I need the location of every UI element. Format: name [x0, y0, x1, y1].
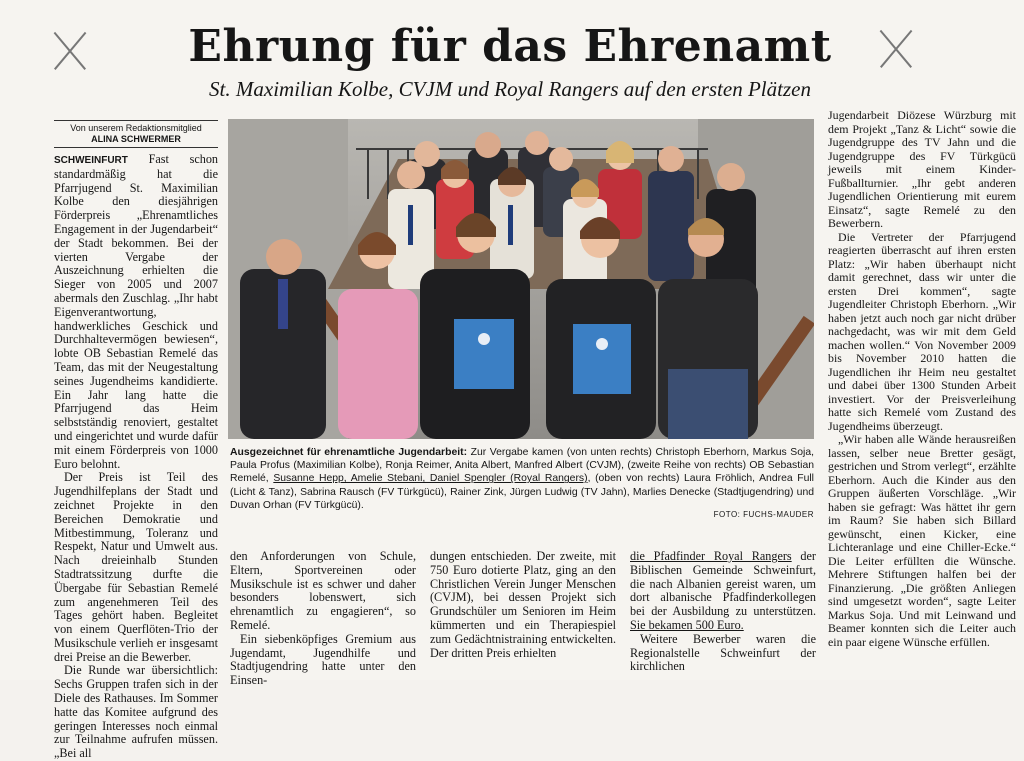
underlined-text: Sie bekamen 500 Euro.: [630, 617, 744, 632]
article-column-3: [430, 550, 616, 660]
caption-lead: Ausgezeichnet für ehrenamtliche Jugendarbeit:: [230, 447, 468, 458]
paragraph: Jugendarbeit Diözese Würzburg mit dem Projekt „Tanz & Licht“ sowie die Jugendgruppe des TV Jahn und die Jugendgruppe des FV Türkgücü jeweils mit einem Kinder-Fußballturnier. „Ihr gebt anderen Jugendlichen Orientierung mit eurem Einsatz“, sagte Remelé zu den Bewerbern.: [828, 108, 1016, 230]
pencil-cross-mark-right: [872, 26, 920, 74]
byline: [54, 120, 218, 148]
paragraph: Ein siebenköpfiges Gremium aus Jugendamt, Jugendhilfe und Stadtjugendring hatte unter den Einsen-: [230, 631, 416, 688]
paragraph: „Wir haben alle Wände herausreißen lassen, selber neue Bretter gesägt, gestrichen und Strom verlegt“, erzählte Eberhorn. Auch die Kinder aus den Gruppen äußerten Vorschläge. „Wir haben sie gefragt: Was hättet ihr gern im Raum? Sie haben sich Billard gewünscht, einen Kicker, eine Lichteranlage und eine Chiller-Ecke.“ Die Leiter erfüllten die Wünsche. Mehrere Stiftungen halfen bei der Finanzierung. „Die größten Anliegen sind umgesetzt worden“, sagte Leiter Markus Soja. Und mit Leinwand und Beamer konnten sich die Leiter auch ein paar eigene Wünsche erfüllen.: [828, 432, 1016, 649]
photo-caption: [230, 446, 814, 512]
article-column-5: [828, 109, 1016, 649]
paragraph: Die Vertreter der Pfarrjugend reagierten überrascht auf ihren ersten Platz: „Wir haben überhaupt nicht damit gerechnet, dass wir unter die ersten Drei kommen“, sagte Jugendleiter Christoph Eberhorn. „Wir haben jetzt auch noch gar nicht drüber nachgedacht, was wir mit dem Geld machen wollen.“ Von November 2009 bis November 2010 hatten die Jugendlichen ihr Heim neu gestaltet und dabei über 1300 Stunden Arbeit investiert. Vor der Preisverleihung hatte sich Remelé vom Zustand des Jugendheims überzeugt.: [828, 229, 1016, 433]
headline: Ehrung für das Ehrenamt: [188, 21, 832, 72]
paragraph-text: Fast schon standardmäßig hat die Pfarrjugend St. Maximilian Kolbe den diesjährigen Förderpreis „Ehrenamtliches Engagement in der Jugendarbeit“ der Stadt bekommen. Bei der vierten Vergabe der Auszeichnung erhielten die Sieger von 2005 und 2007 abermals den Zuschlag. „Ihr habt Eigenverantwortung, handwerkliches Geschick und Durchhaltevermögen bewiesen“, lobte OB Sebastian Remelé das Team, das mit der Neugestaltung seines Jugendheims kandidierte. Ein Jahr lang hatte die Pfarrjugend das Heim selbstständig renoviert, gestaltet und eingerichtet und wurde dafür mit einem Förderpreis von 1000 Euro belohnt.: [54, 152, 219, 471]
group-photo: [228, 119, 814, 439]
paragraph: dungen entschieden. Der zweite, mit 750 Euro dotierte Platz, ging an den Christlichen Verein Junger Menschen (CVJM), bei dessen Projekt sich Grundschüler um Senioren im Heim kümmerten und ein Therapiespiel zum Gedächtnistraining entwickelten. Der dritten Preis erhielten: [430, 549, 616, 660]
photo-credit: FOTO: FUCHS-MAUDER: [713, 510, 814, 519]
caption-text: , (oben von rechts) Laura Fröhlich, Andrea Full (Licht & Tanz), Sabrina Rausch (FV Türkgücü), Rainer Zink, Jürgen Ludwig (TV Jahn), Marlies Denecke (Stadtjugendring) und Duvan Orhan (FV Türkgücü).: [230, 473, 814, 511]
underlined-text: die Pfadfinder Royal Rangers: [630, 549, 792, 563]
paragraph-text: der Biblischen Gemeinde Schweinfurt, die nach Albanien gereist waren, um dort albanische Pfadfinderkollegen bei der Ausbildung zu unterstützen.: [630, 549, 816, 619]
article-column-2: [230, 550, 416, 688]
paragraph: [630, 550, 816, 633]
caption-underlined: Susanne Hepp, Amelie Stebani, Daniel Spengler (Royal Rangers): [273, 473, 588, 485]
paragraph: Die Runde war übersichtlich: Sechs Gruppen trafen sich in der Diele des Rathauses. Im Sommer hatte das Komitee aufgrund des geringen Interesses noch einmal zur Teilnahme aufrufen müssen. „Bei all: [54, 663, 218, 761]
paragraph: Der Preis ist Teil des Jugendhilfeplans der Stadt und zeichnet Projekte in den Bereichen Demokratie und Mitbestimmung, Toleranz und Respekt, Natur und Umwelt aus. Nach dreieinhalb Stunden Stadtratssitzung durfte die Übergabe für Sebastian Remelé zum angenehmeren Teil des Tages gehört haben. Begleitet von einem Querflöten-Trio der Musikschule verlieh er insgesamt drei Preise an die Bewerber.: [54, 470, 218, 664]
paragraph: den Anforderungen von Schule, Eltern, Sportvereinen oder Musikschule ist es schwer und daher besonders lobenswert, sich ehrenamtlich zu engagieren“, so Remelé.: [230, 549, 416, 632]
subheadline: St. Maximilian Kolbe, CVJM und Royal Rangers auf den ersten Plätzen: [209, 77, 811, 101]
article-column-4: [630, 550, 816, 674]
paragraph: [54, 153, 218, 471]
group-photo-illustration: [228, 119, 814, 439]
pencil-cross-mark-left: [46, 28, 94, 76]
byline-name: ALINA SCHWERMER: [54, 134, 218, 148]
caption-text: Zur Vergabe kamen (von unten rechts) Christoph Eberhorn, Markus Soja, Paula Profus (Maximilian Kolbe), Ronja Reimer, Anita Albert, Manfred Albert (CVJM), (zweite Reihe von rechts) OB Sebastian Remelé,: [230, 447, 814, 485]
byline-label: Von unserem Redaktionsmitglied: [70, 123, 202, 133]
dateline: SCHWEINFURT: [54, 155, 128, 166]
article-column-1: [54, 153, 218, 761]
paragraph: Weitere Bewerber waren die Regionalstelle Schweinfurt der kirchlichen: [630, 631, 816, 674]
